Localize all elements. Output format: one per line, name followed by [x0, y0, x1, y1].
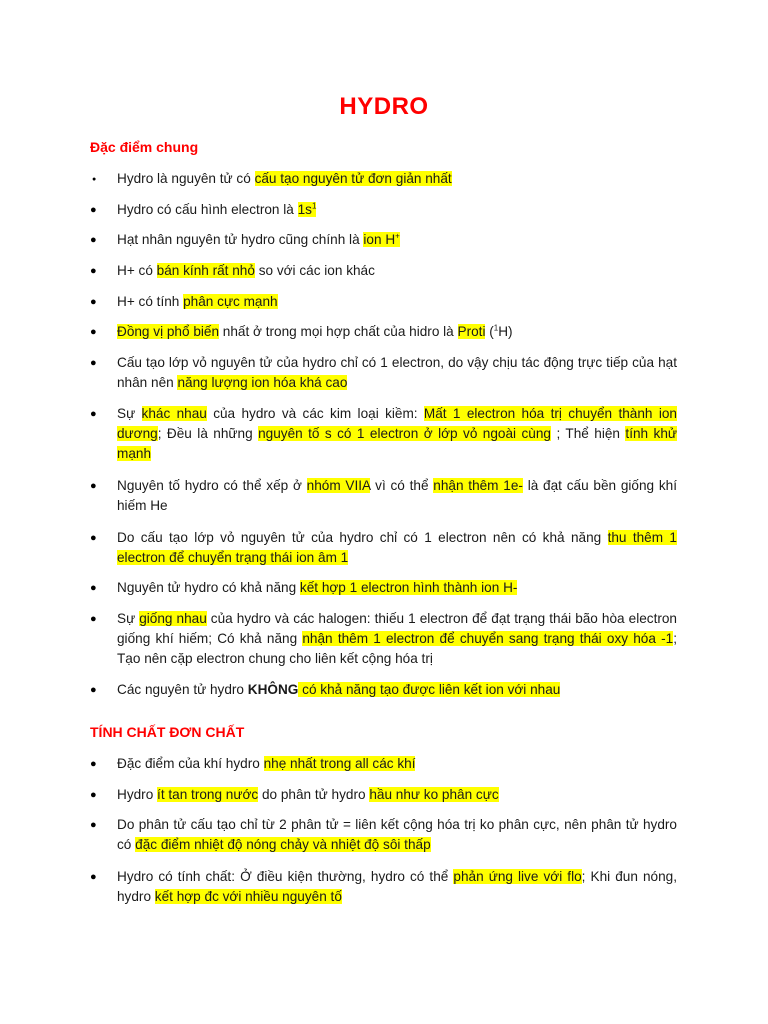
highlight: đặc điểm nhiệt độ nóng chảy và nhiệt độ sôi thấp: [135, 837, 431, 852]
list-item: [117, 754, 677, 774]
highlight: ít tan trong nước: [157, 787, 259, 802]
section-heading-properties: TÍNH CHẤT ĐƠN CHẤT: [90, 724, 245, 740]
superscript: 1: [493, 323, 499, 333]
item-text: Do phân tử cấu tạo chỉ từ 2 phân tử = liên kết cộng hóa trị ko phân cực, nên phân tử hydro có: [117, 817, 677, 852]
item-text: nhất ở trong mọi hợp chất của hidro là: [219, 324, 458, 339]
highlight: nhẹ nhất trong all các khí: [263, 756, 416, 771]
list-item: [117, 292, 677, 312]
list-item: [117, 476, 677, 516]
section-heading-general: Đặc điểm chung: [90, 139, 199, 155]
list-item: [117, 528, 677, 568]
item-text: là đạt cấu bền giống khí hiếm He: [117, 478, 678, 513]
item-text: Sự: [117, 406, 142, 421]
highlight: kết hợp 1 electron hình thành ion H-: [299, 580, 518, 595]
superscript: +: [395, 231, 400, 241]
highlight: [363, 232, 399, 247]
item-text: Các nguyên tử hydro: [117, 682, 248, 697]
highlight: [298, 202, 317, 217]
item-text: Sự: [117, 611, 140, 626]
highlight-text: ion H: [363, 232, 396, 247]
item-text: (: [485, 324, 494, 339]
bold-text: KHÔNG: [247, 682, 299, 697]
item-text: H+ có: [117, 263, 157, 278]
list-item: [117, 867, 677, 907]
item-text: vì có thể: [370, 478, 434, 493]
highlight: tính khử mạnh: [117, 426, 677, 461]
highlight: thu thêm 1 electron để chuyển trạng thái ion âm 1: [117, 530, 677, 565]
item-text: Đặc điểm của khí hydro: [117, 756, 264, 771]
highlight: phản ứng live với flo: [453, 869, 582, 884]
highlight: Mất 1 electron hóa trị chuyển thành ion dương: [117, 406, 677, 441]
highlight-text: 1s: [297, 202, 312, 217]
item-text: Hydro có tính chất: Ở điều kiện thường, hydro có thể: [117, 869, 454, 884]
highlight: cấu tạo nguyên tử đơn giản nhất: [254, 171, 452, 186]
item-text: ; Khi đun nóng, hydro: [117, 869, 678, 904]
item-text: Cấu tạo lớp vỏ nguyên tử của hydro chỉ có 1 electron, do vậy chịu tác động trực tiếp của hạt nhân nên: [117, 355, 677, 390]
item-text: Nguyên tố hydro có thể xếp ở: [117, 478, 307, 493]
highlight: nhận thêm 1e-: [433, 478, 523, 493]
highlight: năng lượng ion hóa khá cao: [177, 375, 348, 390]
list-item: [117, 261, 677, 281]
list-item: [117, 609, 677, 669]
item-text: Hydro là nguyên tử có: [117, 171, 255, 186]
highlight: phân cực mạnh: [183, 294, 278, 309]
list-item: [117, 404, 677, 464]
highlight: nguyên tố s có 1 electron ở lớp vỏ ngoài cùng: [258, 426, 551, 441]
item-text: ; Đều là những: [157, 426, 259, 441]
list-item: [117, 322, 677, 342]
item-text: so với các ion khác: [254, 263, 375, 278]
item-text: H): [498, 324, 513, 339]
highlight: Đồng vị phổ biến: [117, 324, 220, 339]
page-title: HYDRO: [339, 93, 429, 120]
item-text: ; Tạo nên cặp electron chung cho liên kết cộng hóa trị: [117, 631, 677, 666]
item-text: Hạt nhân nguyên tử hydro cũng chính là: [117, 232, 364, 247]
list-item: [117, 230, 677, 250]
highlight: bán kính rất nhỏ: [156, 263, 255, 278]
highlight: nhận thêm 1 electron để chuyển sang trạng thái oxy hóa -1: [302, 631, 674, 646]
list-item: [117, 353, 677, 393]
list-item: [117, 815, 677, 855]
item-text: Nguyên tử hydro có khả năng: [117, 580, 300, 595]
item-text: của hydro và các kim loại kiềm:: [206, 406, 424, 421]
item-text: Hydro: [117, 787, 158, 802]
item-text: Hydro có cấu hình electron là: [117, 202, 298, 217]
item-text: H+ có tính: [117, 294, 184, 309]
highlight: Proti: [457, 324, 486, 339]
item-text: của hydro và các halogen: thiếu 1 electron để đạt trạng thái bão hòa electron giống khí hiếm; Có khả năng: [117, 611, 677, 646]
highlight: khác nhau: [141, 406, 207, 421]
list-item: [117, 169, 677, 189]
list-item: [117, 578, 677, 598]
highlight: kết hợp đc với nhiều nguyên tố: [154, 889, 342, 904]
list-item: [117, 785, 677, 805]
highlight: giống nhau: [139, 611, 207, 626]
list-item: [117, 200, 677, 220]
item-text: Do cấu tạo lớp vỏ nguyên tử của hydro chỉ có 1 electron nên có khả năng: [117, 530, 608, 545]
item-text: do phân tử hydro: [258, 787, 370, 802]
highlight: hầu như ko phân cực: [369, 787, 499, 802]
list-item: [117, 680, 677, 700]
superscript: 1: [311, 201, 317, 211]
item-text: ; Thể hiện: [551, 426, 626, 441]
highlight: có khả năng tạo được liên kết ion với nhau: [298, 682, 561, 697]
highlight: nhóm VIIA: [306, 478, 371, 493]
